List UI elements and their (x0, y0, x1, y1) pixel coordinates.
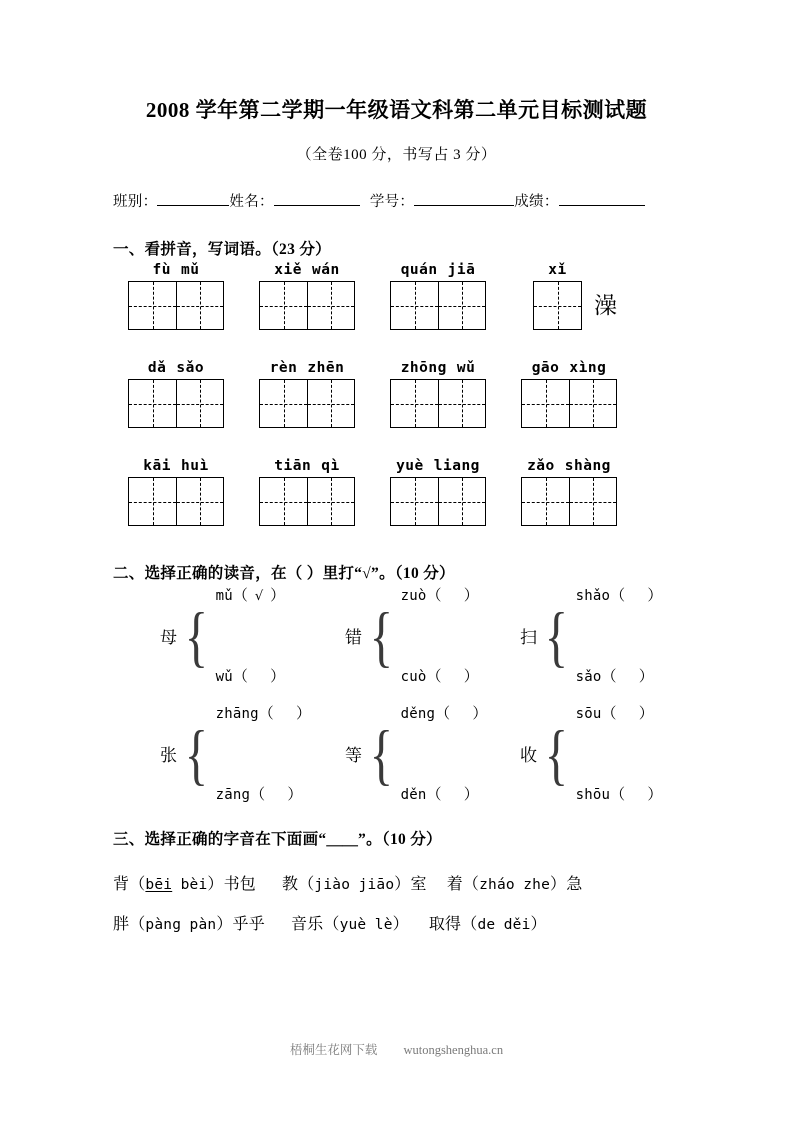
option-pinyin: shǎo (575, 588, 611, 605)
tianzige-cell[interactable] (176, 478, 223, 525)
score-label: 成绩： (514, 194, 559, 211)
grid-and-char (533, 281, 617, 330)
choice-option[interactable] (576, 707, 663, 722)
pinyin-label (521, 455, 617, 477)
tianzige-cell[interactable] (522, 380, 569, 427)
tianzige-cell[interactable] (534, 282, 581, 329)
item-prefix: 胖（ (113, 916, 146, 934)
grid-and-char (390, 281, 486, 330)
section-2-choice-groups (0, 583, 793, 819)
pinyin-syllable: qì (321, 458, 340, 475)
pinyin-syllable: quán (400, 262, 438, 279)
choice-options (574, 589, 663, 685)
choice-character: 错 (345, 627, 362, 647)
item-suffix: ） (392, 916, 409, 934)
option-pinyin: sōu (575, 706, 602, 723)
curly-brace-icon: { (184, 598, 209, 675)
student-info-line (0, 164, 793, 211)
pinyin-label (521, 357, 617, 379)
pinyin-word-group (259, 259, 355, 330)
curly-brace-icon: { (184, 716, 209, 793)
tianzige-writing-box[interactable] (521, 477, 617, 526)
reading-choice-item (113, 871, 256, 894)
option-pinyin: wǔ (215, 669, 233, 686)
answer-checkmark[interactable]: √ (254, 589, 264, 605)
choice-row (0, 583, 793, 701)
pinyin-grid-row (0, 357, 793, 455)
reading-option-2[interactable]: lè (374, 917, 393, 934)
pinyin-syllable: wǔ (456, 360, 476, 377)
reading-option-2[interactable]: pàn (189, 917, 217, 934)
footer-watermark (0, 1040, 793, 1058)
pinyin-word-group (390, 357, 486, 428)
pinyin-syllable: kāi (143, 458, 171, 475)
tianzige-cell[interactable] (176, 380, 223, 427)
paren-close: ） (270, 588, 286, 605)
reading-choice-item (291, 911, 409, 934)
pinyin-syllable: fù (152, 262, 171, 279)
paren-open: （ (258, 706, 274, 723)
choice-option[interactable] (216, 670, 286, 685)
tianzige-cell[interactable] (438, 478, 485, 525)
choice-option[interactable] (216, 589, 286, 604)
pinyin-label (128, 357, 224, 379)
option-spacer (495, 916, 503, 933)
student-id-blank[interactable] (414, 191, 514, 206)
grid-and-char (521, 379, 617, 428)
paren-close: ） (463, 787, 479, 804)
option-pinyin: mǔ (215, 588, 233, 605)
option-pinyin: zuò (400, 588, 427, 605)
tianzige-writing-box[interactable] (259, 477, 355, 526)
item-prefix: 教（ (282, 876, 315, 894)
reading-option-1[interactable]: yuè (339, 917, 367, 934)
section-2-heading: 二、选择正确的读音，在（ ）里打“√”。（10 分） (113, 565, 455, 583)
pinyin-label (259, 357, 355, 379)
option-spacer (181, 916, 189, 933)
tianzige-cell[interactable] (569, 380, 616, 427)
paren-close: ） (638, 706, 654, 723)
tianzige-cell[interactable] (176, 282, 223, 329)
option-spacer (366, 916, 374, 933)
tianzige-writing-box[interactable] (259, 379, 355, 428)
grid-and-char (128, 379, 224, 428)
item-suffix: ）急 (550, 876, 583, 894)
tianzige-cell[interactable] (129, 282, 176, 329)
choice-options (574, 707, 663, 803)
item-suffix: ） (530, 916, 547, 934)
choice-option[interactable] (216, 788, 312, 803)
pinyin-word-group (390, 259, 486, 330)
item-prefix: 取得（ (428, 916, 478, 934)
pinyin-grid-row (0, 455, 793, 553)
pinyin-word-group (533, 259, 617, 330)
character-choice-group (345, 583, 479, 691)
section-1-heading: 一、看拼音，写词语。（23 分） (113, 241, 331, 259)
item-prefix: 音乐（ (290, 916, 340, 934)
pinyin-syllable: rèn (269, 360, 298, 377)
character-choice-group (160, 583, 285, 691)
option-pinyin: sǎo (575, 669, 602, 686)
paren-open: （ (435, 706, 451, 723)
score-blank[interactable] (559, 191, 645, 206)
choice-character: 等 (345, 745, 362, 765)
pinyin-word-group (259, 455, 355, 526)
pinyin-label (259, 259, 355, 281)
item-suffix: ）乎乎 (216, 916, 265, 934)
tianzige-writing-box[interactable] (390, 477, 486, 526)
pinyin-syllable: tiān (274, 458, 312, 475)
reading-option-1[interactable]: zháo (479, 877, 515, 894)
pinyin-label (390, 455, 486, 477)
pinyin-syllable: yuè (396, 458, 424, 475)
choice-character: 扫 (520, 627, 537, 647)
paren-open: （ (601, 669, 617, 686)
item-prefix: 着（ (446, 876, 480, 894)
choice-options (214, 707, 312, 803)
reading-choice-item (113, 911, 265, 934)
paren-close: ） (296, 706, 312, 723)
reading-option-1[interactable]: de (477, 917, 496, 934)
tianzige-writing-box[interactable] (128, 379, 224, 428)
grid-and-char (521, 477, 617, 526)
pinyin-word-group (128, 259, 224, 330)
tianzige-cell[interactable] (391, 282, 438, 329)
reading-option-1[interactable]: jiào (314, 877, 351, 894)
choice-options (399, 589, 479, 685)
tianzige-writing-box[interactable] (533, 281, 582, 330)
pinyin-syllable: zhōng (400, 360, 447, 377)
printed-character: 澡 (594, 293, 617, 319)
pinyin-label (390, 259, 486, 281)
reading-choice-item (282, 871, 427, 894)
pinyin-syllable: dǎ (147, 360, 167, 377)
pinyin-word-group (128, 455, 224, 526)
watermark-text-cn: 梧桐生花网下载 (289, 1043, 378, 1057)
pinyin-syllable: zhēn (307, 360, 345, 377)
tianzige-cell[interactable] (307, 380, 354, 427)
paren-close: ） (647, 588, 663, 605)
curly-brace-icon: { (369, 598, 394, 675)
option-pinyin: děng (400, 706, 436, 723)
page-subtitle: （全卷100 分，书写占 3 分） (296, 147, 497, 164)
name-label: 姓名： (229, 194, 274, 211)
pinyin-syllable: zǎo (527, 458, 555, 475)
name-blank[interactable] (274, 191, 360, 206)
choice-option[interactable] (576, 788, 663, 803)
class-blank[interactable] (157, 191, 229, 206)
paren-close: ） (463, 588, 479, 605)
option-spacer (350, 876, 358, 893)
pinyin-word-group (259, 357, 355, 428)
class-label: 班别： (113, 194, 158, 211)
choice-option[interactable] (576, 589, 663, 604)
tianzige-cell[interactable] (438, 282, 485, 329)
section-1-writing-grids (0, 259, 793, 553)
section-3-line-1 (0, 849, 793, 894)
page-title: 2008 学年第二学期一年级语文科第二单元目标测试题 (145, 98, 648, 122)
tianzige-cell[interactable] (307, 282, 354, 329)
reading-option-1[interactable]: pàng (145, 917, 182, 934)
choice-character: 收 (520, 745, 537, 765)
tianzige-cell[interactable] (522, 478, 569, 525)
pinyin-label (390, 357, 486, 379)
section-3-heading: 三、选择正确的字音在下面画“＿＿”。（10 分） (113, 831, 442, 849)
tianzige-writing-box[interactable] (521, 379, 617, 428)
pinyin-label (533, 259, 582, 281)
pinyin-label (259, 455, 355, 477)
character-choice-group (345, 701, 488, 809)
pinyin-syllable: jiā (447, 262, 476, 279)
pinyin-word-group (128, 357, 224, 428)
option-pinyin: shōu (575, 787, 611, 804)
tianzige-cell[interactable] (569, 478, 616, 525)
tianzige-cell[interactable] (260, 282, 307, 329)
tianzige-cell[interactable] (129, 478, 176, 525)
grid-and-char (259, 477, 355, 526)
paren-close: ） (270, 669, 286, 686)
choice-option[interactable] (401, 788, 488, 803)
pinyin-label (128, 259, 224, 281)
choice-option[interactable] (401, 670, 479, 685)
tianzige-cell[interactable] (307, 478, 354, 525)
paren-open: （ (426, 669, 442, 686)
curly-brace-icon: { (544, 716, 569, 793)
tianzige-writing-box[interactable] (128, 477, 224, 526)
choice-option[interactable] (401, 589, 479, 604)
paren-open: （ (426, 588, 442, 605)
paren-open: （ (250, 787, 266, 804)
option-pinyin: cuò (400, 669, 427, 686)
pinyin-syllable: gāo (531, 360, 560, 377)
paren-close: ） (472, 706, 488, 723)
pinyin-syllable: huì (181, 458, 209, 475)
choice-options (399, 707, 488, 803)
reading-choice-item (447, 871, 583, 894)
tianzige-cell[interactable] (391, 380, 438, 427)
student-id-label: 学号： (369, 194, 415, 211)
paren-open: （ (610, 787, 626, 804)
tianzige-writing-box[interactable] (259, 281, 355, 330)
pinyin-syllable: wán (312, 262, 340, 279)
reading-choice-item (429, 911, 547, 934)
pinyin-syllable: xǐ (548, 262, 567, 279)
paren-close: ） (647, 787, 663, 804)
choice-option[interactable] (576, 670, 663, 685)
pinyin-syllable: mǔ (181, 262, 200, 279)
tianzige-cell[interactable] (129, 380, 176, 427)
grid-and-char (128, 281, 224, 330)
pinyin-grid-row (0, 259, 793, 357)
watermark-url: wutongshenghua.cn (403, 1043, 504, 1057)
tianzige-cell[interactable] (391, 478, 438, 525)
option-spacer (515, 876, 523, 893)
item-suffix: ）室 (394, 876, 427, 894)
option-pinyin: zāng (215, 787, 251, 804)
choice-option[interactable] (216, 707, 312, 722)
paren-open: （ (232, 669, 249, 686)
pinyin-syllable: xiě (274, 262, 302, 279)
item-suffix: ）书包 (207, 876, 257, 894)
paren-open: （ (610, 588, 626, 605)
tianzige-writing-box[interactable] (390, 379, 486, 428)
pinyin-syllable: xìng (569, 360, 607, 377)
option-pinyin: děn (400, 787, 427, 804)
reading-option-1[interactable]: bēi (145, 877, 173, 894)
pinyin-word-group (521, 455, 617, 526)
reading-option-2[interactable]: bèi (180, 877, 208, 894)
grid-and-char (259, 281, 355, 330)
tianzige-cell[interactable] (438, 380, 485, 427)
curly-brace-icon: { (544, 598, 569, 675)
reading-option-2[interactable]: zhe (523, 877, 551, 894)
paren-close: ） (463, 669, 479, 686)
paren-open: （ (232, 588, 249, 605)
tianzige-writing-box[interactable] (128, 281, 224, 330)
pinyin-syllable: liang (433, 458, 480, 475)
grid-and-char (259, 379, 355, 428)
choice-character: 母 (160, 627, 177, 647)
pinyin-label (128, 455, 224, 477)
section-3-line-2 (0, 894, 793, 934)
grid-and-char (390, 379, 486, 428)
grid-and-char (128, 477, 224, 526)
option-spacer (172, 876, 180, 893)
paren-open: （ (601, 706, 617, 723)
pinyin-syllable: shàng (564, 458, 611, 475)
tianzige-cell[interactable] (260, 380, 307, 427)
pinyin-syllable: sǎo (176, 360, 205, 377)
choice-row (0, 701, 793, 819)
tianzige-cell[interactable] (260, 478, 307, 525)
curly-brace-icon: { (369, 716, 394, 793)
reading-option-2[interactable]: jiāo (358, 877, 395, 894)
paren-close: ） (638, 669, 654, 686)
pinyin-word-group (521, 357, 617, 428)
option-pinyin: zhāng (215, 706, 259, 723)
character-choice-group (520, 583, 663, 691)
choice-option[interactable] (401, 707, 488, 722)
item-prefix: 背（ (113, 876, 146, 894)
pinyin-word-group (390, 455, 486, 526)
character-choice-group (520, 701, 663, 809)
tianzige-writing-box[interactable] (390, 281, 486, 330)
choice-options (214, 589, 286, 685)
choice-character: 张 (160, 745, 177, 765)
grid-and-char (390, 477, 486, 526)
paren-open: （ (426, 787, 442, 804)
paren-close: ） (287, 787, 303, 804)
character-choice-group (160, 701, 311, 809)
reading-option-2[interactable]: děi (503, 917, 531, 934)
